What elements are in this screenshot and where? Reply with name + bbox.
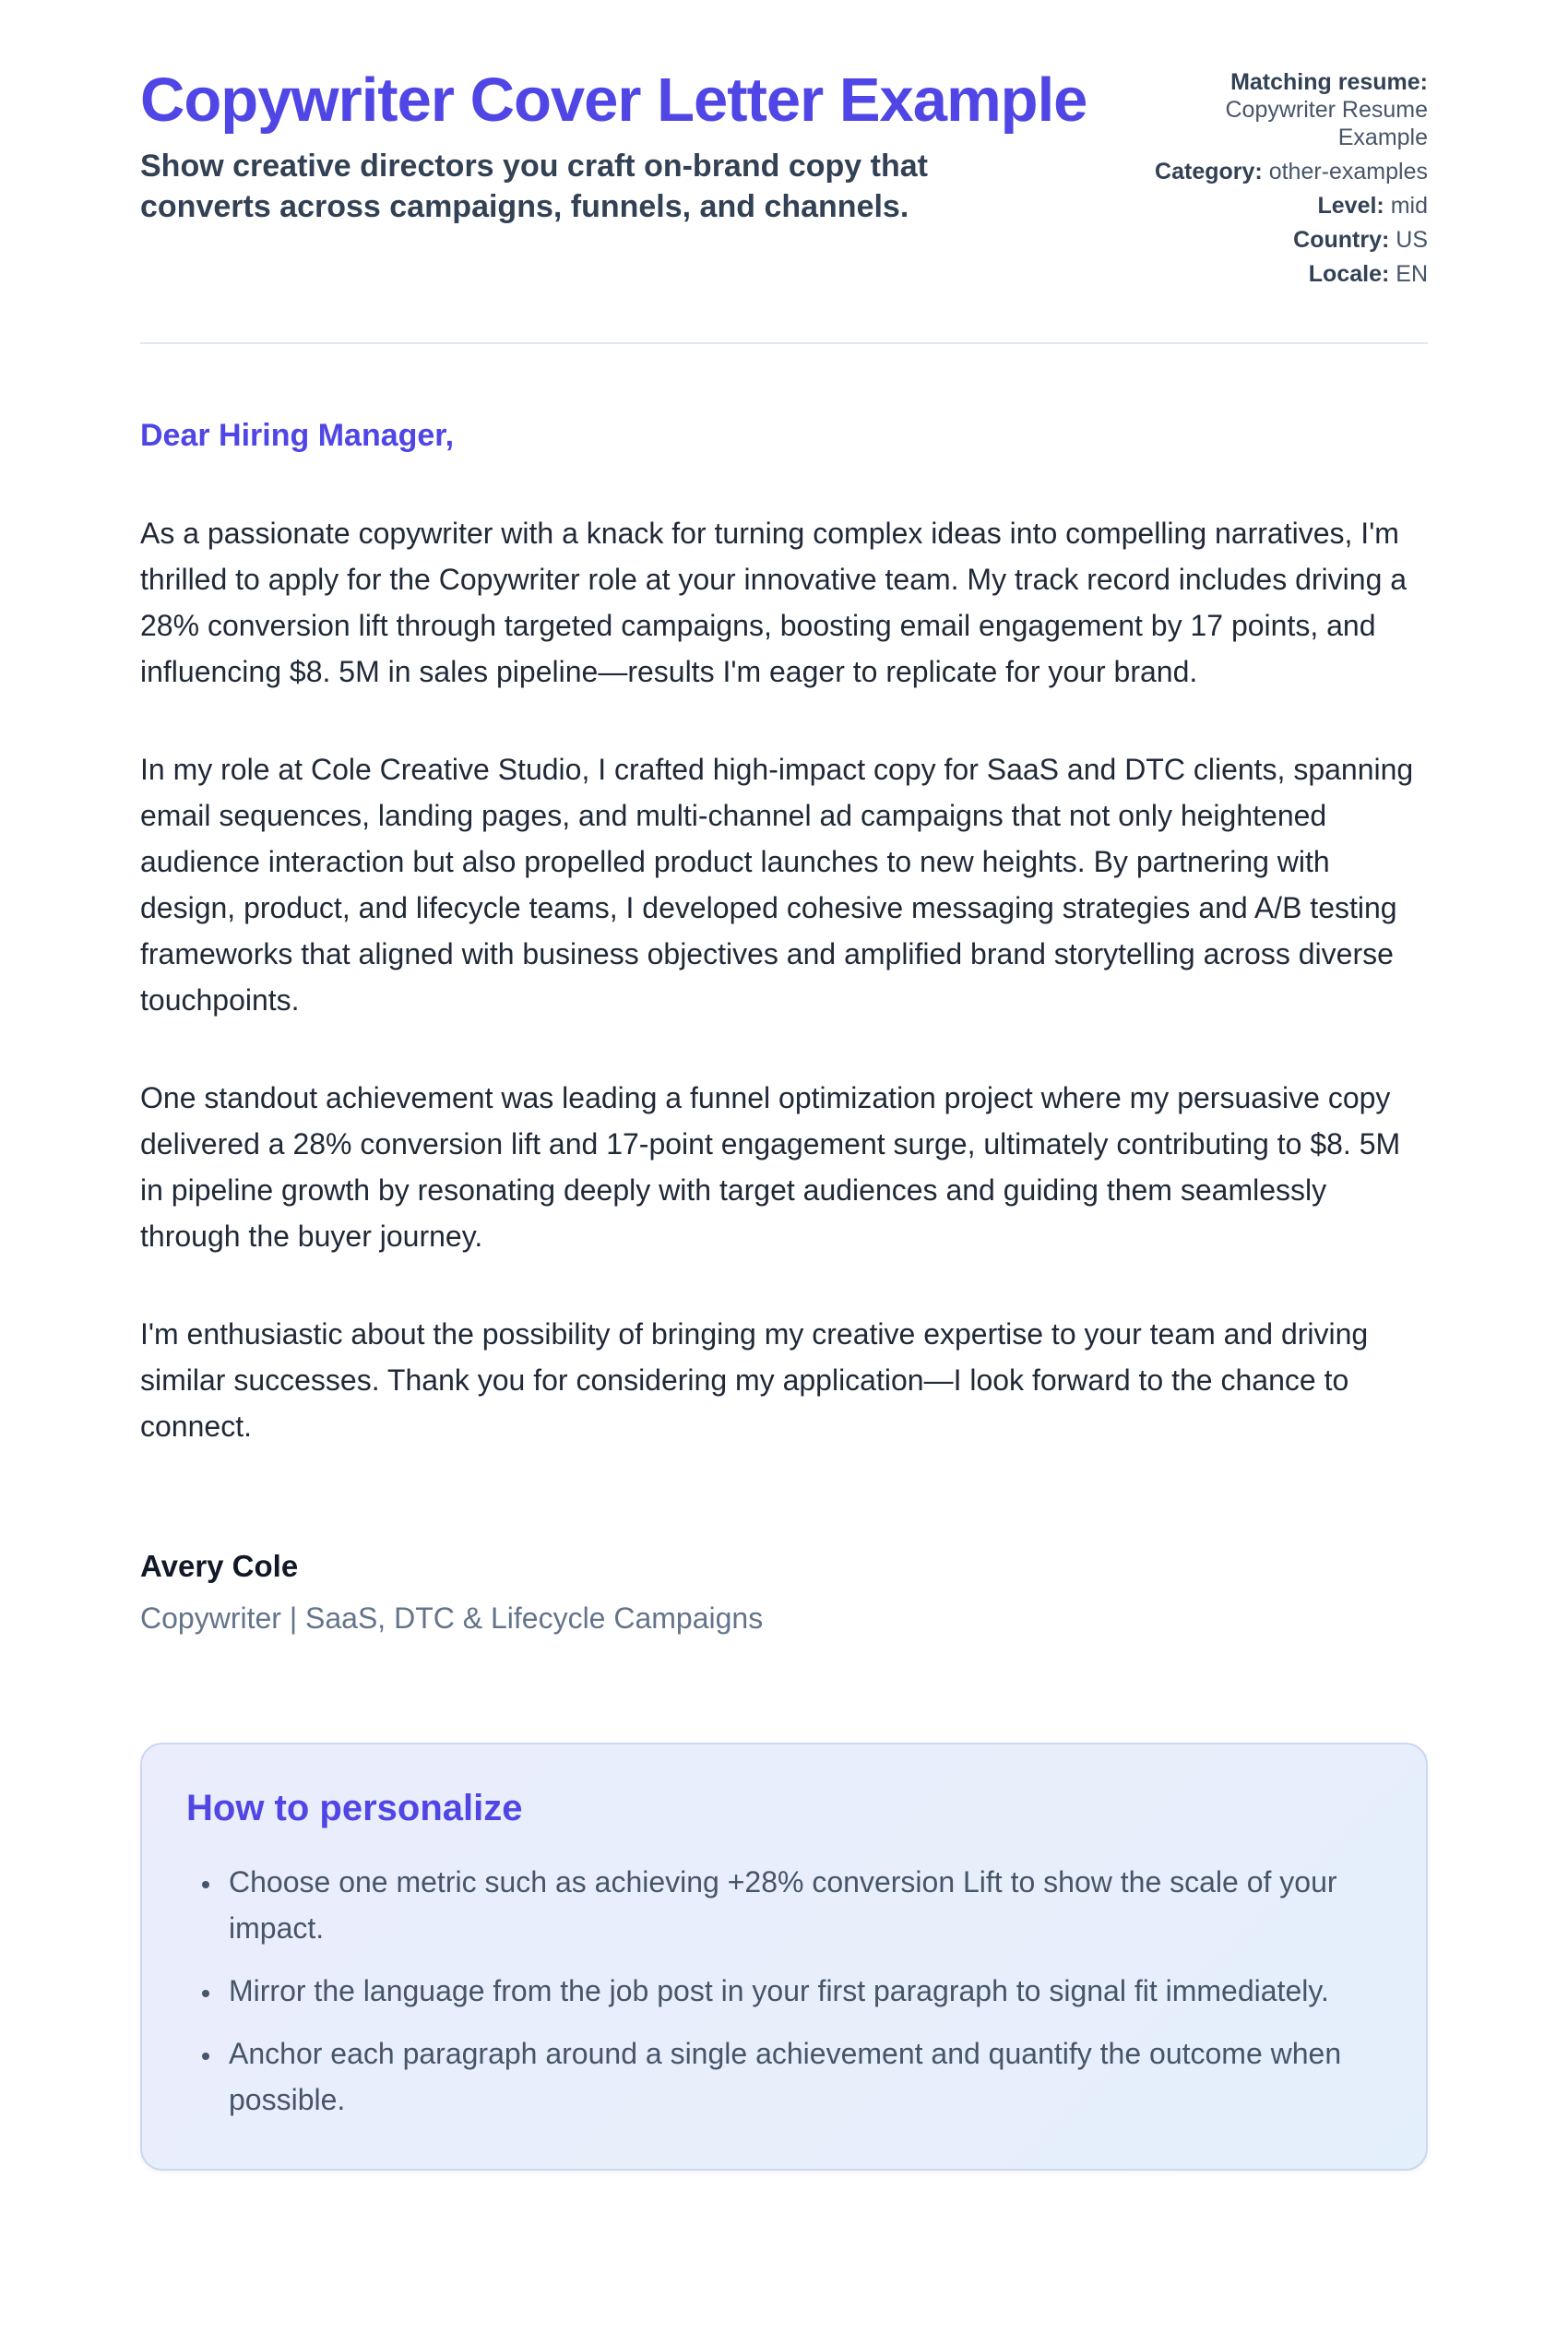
letter-body (140, 412, 1428, 1641)
letter-greeting: Dear Hiring Manager, (140, 418, 455, 453)
tips-list-item: • Anchor each paragraph around a single achievement and quantify the outcome when possible. (223, 2030, 1382, 2123)
signature-role: Copywriter | SaaS, DTC & Lifecycle Campaigns (140, 1601, 764, 1635)
letter-paragraph: In my role at Cole Creative Studio, I crafted high-impact copy for SaaS and DTC clients, spanning email sequences, landing pages, and multi-channel ad campaigns that not only heightened audience interaction but also propelled product launches to new heights. By partnering with design, product, and lifecycle teams, I developed cohesive messaging strategies and A/B testing frameworks that aligned with business objectives and amplified brand storytelling across diverse touchpoints. (140, 753, 1414, 1017)
letter-paragraph: As a passionate copywriter with a knack for turning complex ideas into compelling narratives, I'm thrilled to apply for the Copywriter role at your innovative team. My track record includes driving a 28% conversion lift through targeted campaigns, boosting email engagement by 17 points, and influencing $8. 5M in sales pipeline—results I'm eager to replicate for your brand. (140, 517, 1408, 688)
header-divider (140, 342, 1428, 344)
tips-heading: How to personalize (186, 1788, 523, 1828)
letter-paragraph: I'm enthusiastic about the possibility of bringing my creative expertise to your team and driving similar successes. Thank you for considering my application—I look forward to the chance to connect. (140, 1317, 1369, 1443)
meta-matching-resume (1142, 68, 1428, 151)
meta-panel (1142, 63, 1428, 294)
meta-value: mid (1390, 193, 1428, 219)
header-title-block (140, 63, 1087, 227)
tips-list-item: • Mirror the language from the job post in your first paragraph to signal fit immediately. (223, 1968, 1382, 2014)
meta-label: Country: (1293, 227, 1390, 253)
cover-letter-page (140, 0, 1428, 2171)
letter-paragraph: One standout achievement was leading a funnel optimization project where my persuasive copy delivered a 28% conversion lift and 17-point engagement surge, ultimately contributing to $8. 5M in pipeline growth by resonating deeply with target audiences and guiding them seamlessly through the buyer journey. (140, 1081, 1401, 1253)
tips-list (186, 1859, 1382, 2123)
page-subtitle: Show creative directors you craft on-brand copy that converts across campaigns, funnels, and channels. (140, 149, 928, 224)
page-title: Copywriter Cover Letter Example (140, 65, 1087, 135)
meta-value: EN (1396, 261, 1428, 287)
meta-label: Matching resume: (1230, 69, 1428, 95)
meta-label: Level: (1317, 193, 1384, 219)
meta-value: US (1396, 227, 1428, 253)
signature-name: Avery Cole (140, 1549, 299, 1583)
meta-label: Category: (1155, 159, 1263, 185)
meta-locale (1142, 260, 1428, 288)
how-to-personalize-box (140, 1743, 1428, 2171)
meta-level (1142, 192, 1428, 220)
tips-list-item: • Choose one metric such as achieving +28% conversion Lift to show the scale of your impact. (223, 1859, 1382, 1951)
meta-category (1142, 158, 1428, 185)
meta-label: Locale: (1308, 261, 1390, 287)
meta-value: other-examples (1268, 159, 1428, 185)
page-header (140, 63, 1428, 294)
meta-value: Copywriter Resume Example (1225, 97, 1428, 150)
meta-country (1142, 226, 1428, 254)
